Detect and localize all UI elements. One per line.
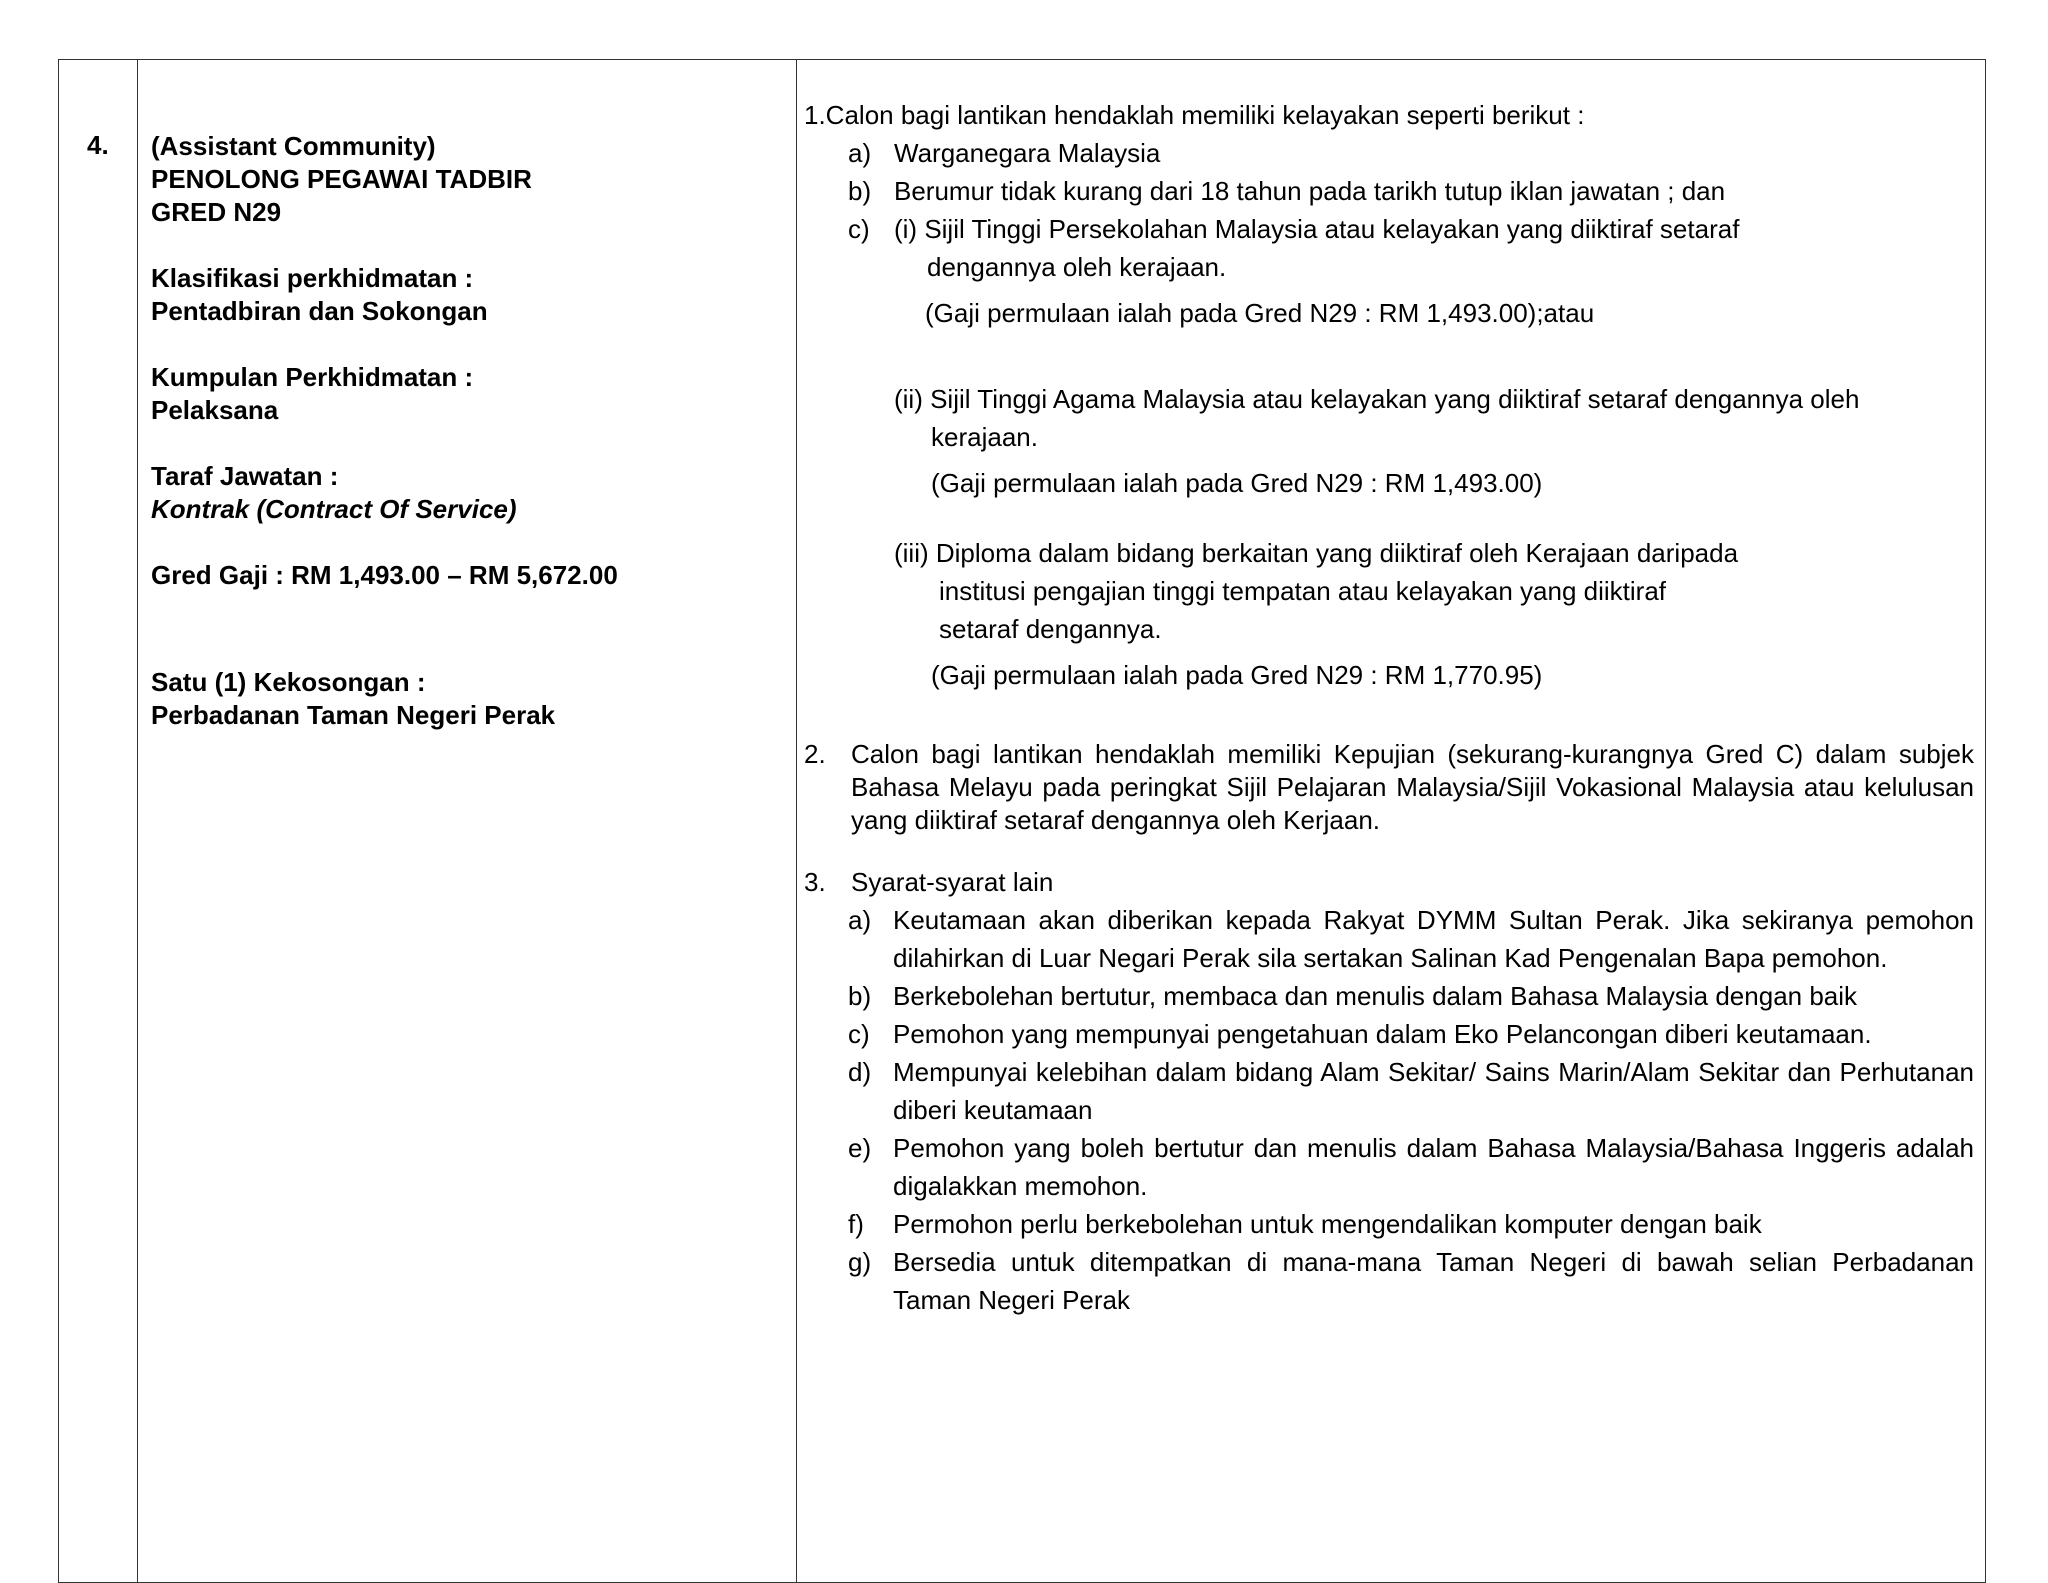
position-details: [151, 130, 711, 732]
list-item: [804, 1243, 1974, 1319]
column-divider: [796, 60, 797, 1582]
vacancy-label: Satu (1) Kekosongan :: [151, 667, 426, 697]
section-3-number: 3.: [804, 867, 826, 897]
classification-value: Pentadbiran dan Sokongan: [151, 296, 488, 326]
list-item: [804, 1053, 1974, 1129]
list-text: Pemohon yang mempunyai pengetahuan dalam Eko Pelancongan diberi keutamaan.: [893, 1019, 1872, 1049]
list-text: Bersedia untuk ditempatkan di mana-mana Taman Negeri di bawah selian Perbadanan Taman Negeri Perak: [893, 1247, 1974, 1315]
vacancy-value: Perbadanan Taman Negeri Perak: [151, 700, 556, 730]
group-value: Pelaksana: [151, 395, 279, 425]
list-label: c): [848, 1019, 870, 1049]
list-text: Permohon perlu berkebolehan untuk mengendalikan komputer dengan baik: [893, 1209, 1762, 1239]
salary-note: (Gaji permulaan ialah pada Gred N29 : RM 1,493.00);atau: [925, 298, 1595, 328]
list-item: dengannya oleh kerajaan.: [927, 252, 1227, 282]
position-title-en: (Assistant Community): [151, 131, 436, 161]
list-text: Mempunyai kelebihan dalam bidang Alam Sekitar/ Sains Marin/Alam Sekitar dan Perhutanan diberi keutamaan: [893, 1057, 1974, 1125]
salary-note: (Gaji permulaan ialah pada Gred N29 : RM 1,770.95): [931, 660, 1543, 690]
classification-label: Klasifikasi perkhidmatan :: [151, 263, 474, 293]
section-2-text: Calon bagi lantikan hendaklah memiliki Kepujian (sekurang-kurangnya Gred C) dalam subjek Bahasa Melayu pada peringkat Sijil Pelajaran Malaysia/Sijil Vokasional Malaysia atau kelulusan yang diiktiraf setaraf dengannya oleh Kerjaan.: [851, 739, 1974, 835]
list-label: a): [848, 138, 872, 168]
group-label: Kumpulan Perkhidmatan :: [151, 362, 474, 392]
item-number: 4.: [87, 130, 109, 160]
list-label: a): [848, 905, 872, 935]
list-item: [804, 1205, 1974, 1243]
list-text: Berkebolehan bertutur, membaca dan menulis dalam Bahasa Malaysia dengan baik: [893, 981, 1858, 1011]
list-item: setaraf dengannya.: [939, 614, 1162, 644]
salary-note: (Gaji permulaan ialah pada Gred N29 : RM 1,493.00): [931, 468, 1543, 498]
list-item: [804, 1015, 1974, 1053]
list-label: f): [848, 1209, 864, 1239]
list-item: Warganegara Malaysia: [894, 138, 1161, 168]
list-item: Berumur tidak kurang dari 18 tahun pada tarikh tutup iklan jawatan ; dan: [894, 176, 1726, 206]
list-label: g): [848, 1247, 872, 1277]
list-item: [804, 901, 1974, 977]
list-item: [804, 1129, 1974, 1205]
position-title: PENOLONG PEGAWAI TADBIR: [151, 164, 532, 194]
list-label: b): [848, 176, 872, 206]
list-label: d): [848, 1057, 872, 1087]
column-divider: [137, 60, 138, 1582]
salary-range: Gred Gaji : RM 1,493.00 – RM 5,672.00: [151, 560, 618, 590]
list-label: b): [848, 981, 872, 1011]
section-2-number: 2.: [804, 739, 826, 769]
status-value: Kontrak (Contract Of Service): [151, 494, 517, 524]
list-item: [804, 977, 1974, 1015]
section-3-list: [804, 901, 1974, 1319]
list-item: (iii) Diploma dalam bidang berkaitan yang diiktiraf oleh Kerajaan daripada: [894, 538, 1739, 568]
position-grade: GRED N29: [151, 197, 282, 227]
section-3-title: Syarat-syarat lain: [851, 867, 1054, 897]
list-item: institusi pengajian tinggi tempatan atau kelayakan yang diiktiraf: [939, 576, 1667, 606]
list-item: (i) Sijil Tinggi Persekolahan Malaysia atau kelayakan yang diiktiraf setaraf: [894, 214, 1740, 244]
list-label: e): [848, 1133, 872, 1163]
list-text: Keutamaan akan diberikan kepada Rakyat DYMM Sultan Perak. Jika sekiranya pemohon dilahirkan di Luar Negari Perak sila sertakan Salinan Kad Pengenalan Bapa pemohon.: [893, 905, 1974, 973]
list-label: c): [848, 214, 870, 244]
list-item: (ii) Sijil Tinggi Agama Malaysia atau kelayakan yang diiktiraf setaraf dengannya oleh: [894, 384, 1860, 414]
status-label: Taraf Jawatan :: [151, 461, 339, 491]
requirements-details: [804, 96, 1974, 1319]
list-text: Pemohon yang boleh bertutur dan menulis dalam Bahasa Malaysia/Bahasa Inggeris adalah digalakkan memohon.: [893, 1133, 1974, 1201]
section-1-title: 1.Calon bagi lantikan hendaklah memiliki kelayakan seperti berikut :: [804, 100, 1585, 130]
requirements-table: [58, 59, 1986, 1583]
list-item: kerajaan.: [931, 422, 1038, 452]
